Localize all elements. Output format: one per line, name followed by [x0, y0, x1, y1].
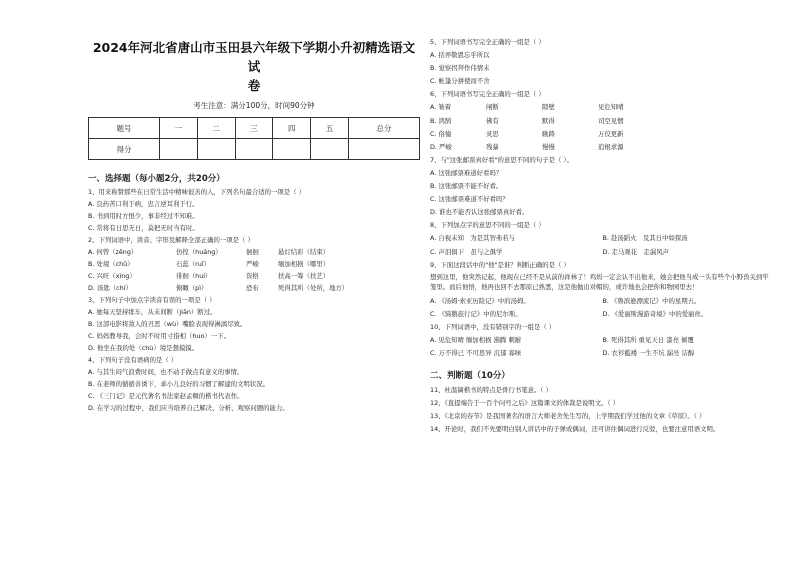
- question-stem: 3、下列句子中加点字读音有误的一项是（ ）: [88, 296, 216, 305]
- question-stem: 6、下列词语书写完全正确的一组是（ ）: [430, 90, 545, 99]
- option-d: D. 在学习的过程中，我们应当培养自己解决、分析、观察问题的能力。: [88, 404, 289, 413]
- option-cell: 见危知晴: [598, 103, 624, 112]
- question-6: [430, 90, 775, 151]
- option-cell: D. 衣衫褴褛 一生不坑 漏亮 诘醇: [602, 349, 695, 358]
- option-cell: D. 汤匙（chí）: [88, 284, 132, 293]
- option-a: A. 括弄敬恩忘乎所以: [430, 51, 490, 60]
- option-d: D. 谁也不能否认这张邮票真好看。: [430, 208, 529, 217]
- question-stem: 8、下列加点字的意思不同的一组是（ ）: [430, 221, 545, 230]
- score-cell[interactable]: [197, 139, 235, 160]
- exam-title-line2: 卷: [247, 78, 261, 93]
- option-cell: B. 鸿鹄: [430, 116, 452, 125]
- section-heading-choice: 一、选择题（每小题2分，共20分）: [88, 174, 225, 184]
- option-cell: 缅加相损（哪里）: [278, 260, 330, 269]
- option-cell: 慢慢: [542, 142, 555, 151]
- score-table-score-row: [89, 139, 420, 160]
- option-cell: A. 《汤姆·索亚历险记》中的汤姆。: [430, 296, 530, 305]
- question-2: [88, 236, 420, 293]
- score-cell[interactable]: [348, 139, 419, 160]
- option-cell: B. 《鲁滨逊漂流记》中的星期五。: [602, 296, 701, 305]
- score-cell[interactable]: [273, 139, 311, 160]
- exam-title: [88, 38, 420, 95]
- question-stem: 1、用来称赞那些在日常生活中精味很善的人，下列名句最合适的一项是（ ）: [88, 188, 305, 197]
- option-cell: 资格: [246, 272, 259, 281]
- option-row: [430, 130, 775, 139]
- score-header-cell: 总分: [348, 118, 419, 139]
- option-cell: A. 何曾（zēng）: [88, 248, 138, 257]
- option-cell: 俯瞰（pì）: [176, 284, 208, 293]
- option-row: [430, 248, 775, 257]
- question-4: [88, 356, 420, 413]
- option-cell: A. 皱着: [430, 103, 452, 112]
- question-stem: 4、下列句子没有语病的是（ ）: [88, 356, 178, 365]
- option-b: B. 在老师的循循善诱下，乖小儿良好的习惯了解建的文明状况。: [88, 380, 269, 389]
- option-row: [430, 143, 775, 152]
- option-a: A. 她每天坚持练车，从未间断（jiān）断过。: [88, 308, 217, 317]
- question-stem: 10、下列词语中，没有错别字的一组是（ ）: [430, 322, 556, 331]
- question-10: [430, 323, 775, 358]
- option-b: B. 这张邮票不能不好看。: [430, 182, 503, 191]
- score-header-cell: 一: [160, 118, 198, 139]
- score-row-label: 得分: [89, 139, 160, 160]
- option-a: A. 良药苦口利于病，忠言逆耳利于行。: [88, 200, 199, 209]
- option-cell: C. 万不得已 不可思异 沉郁 寡味: [430, 349, 522, 358]
- score-cell[interactable]: [311, 139, 349, 160]
- option-cell: D. 走马观花 走漏风声: [602, 247, 669, 256]
- option-cell: D. 《爱丽斯漫游奇境》中的爱丽丝。: [602, 309, 708, 318]
- option-cell: C. 兴旺（xìng）: [88, 272, 136, 281]
- option-cell: 灵思: [486, 129, 499, 138]
- question-stem: 5、下列词语书写完全正确的一组是（ ）: [430, 38, 545, 46]
- option-a: A. 这张邮票难道好看吗？: [430, 168, 503, 177]
- option-cell: B. 死得其所 重见天日 漆亮 倾覆: [602, 335, 694, 344]
- question-8: [430, 221, 775, 256]
- judge-item: 11、杜温镝楷书的特点是骨行书笔意。（ ）: [430, 386, 552, 395]
- right-column: [430, 38, 775, 434]
- option-cell: A. 自视未知 为是其智弗若与: [430, 234, 516, 243]
- option-cell: 残暴: [486, 142, 499, 151]
- question-stem: 9、下面这段话中的"他"是谁？判断正确的是（ ）: [430, 260, 570, 269]
- exam-note: 考生注意：满分100分，时间90分钟: [193, 101, 315, 110]
- question-3: [88, 296, 420, 353]
- option-cell: 徊徊: [246, 248, 259, 257]
- option-row: [430, 336, 775, 345]
- option-cell: 万佼更新: [598, 129, 624, 138]
- option-cell: 闸断: [486, 103, 499, 112]
- option-cell: 追根求源: [598, 142, 624, 151]
- option-cell: D. 严峻: [430, 142, 452, 151]
- option-cell: 佛有: [486, 116, 499, 125]
- option-row: [430, 310, 775, 319]
- option-cell: B. 处境（chǔ）: [88, 260, 134, 269]
- option-row: [88, 284, 420, 293]
- option-cell: 徘徊（huí）: [176, 272, 212, 281]
- left-column: [88, 38, 420, 413]
- option-b: B. 觉察拐拜作伟情未: [430, 64, 490, 73]
- question-7: [430, 156, 775, 217]
- question-1: [88, 188, 420, 233]
- option-cell: C. 声泪俱下 虽与之俱学: [430, 247, 503, 256]
- option-c: C. 这张邮票难道不好看吗？: [430, 195, 509, 204]
- exam-title-line1: 2024年河北省唐山市玉田县六年级下学期小升初精选语文试: [92, 40, 416, 74]
- option-cell: 仿徨（huáng）: [176, 248, 222, 257]
- option-c: C. 帐篷分拼使而不舍: [430, 77, 490, 86]
- option-row: [430, 297, 775, 306]
- judge-item: 14、开论时，我们不先要明白别人讲话中的子弹或偶词，还可讲住偶词进行反驳，也要注意用语文明。: [430, 425, 720, 434]
- option-a: A. 与其生闷气浪费时间，也不动手做点有意义的事情。: [88, 368, 244, 377]
- option-cell: 恐布: [246, 284, 259, 293]
- option-row: [430, 349, 775, 358]
- question-stem: 2、下列词语中，读音、字形及解释全部正确的一项是（ ）: [88, 236, 254, 245]
- option-c: C. 常将有日思无日，莫把无时当有时。: [88, 224, 199, 233]
- score-header-cell: 五: [311, 118, 349, 139]
- option-cell: 扶高一筹（扶艺）: [278, 272, 330, 281]
- option-b: B. 这部电影将敌人的丑恶（wù）嘴脸表现得淋漓尽致。: [88, 320, 247, 329]
- section-heading-judge: 二、判断题（10分）: [430, 370, 510, 381]
- option-cell: B. 赴汤蹈火 及其日中如探汤: [602, 234, 688, 243]
- score-cell[interactable]: [235, 139, 273, 160]
- reading-passage: 想到这里，他突然记起，他现在已经不是从前的祥林了！鸡妈一定会认不出他来，她会把他当成一头有些个小野兽关到牢笼里。而后他悟，他再也回不去那原已熟悉，这是他抛出对帽的，或许地也会把你和物园里去！: [430, 273, 769, 292]
- judge-questions: [430, 386, 775, 434]
- option-row: [430, 234, 775, 243]
- option-cell: 悬灯结彩（结束）: [278, 248, 330, 257]
- score-header-cell: 题号: [89, 118, 160, 139]
- option-row: [88, 260, 420, 269]
- question-stem: 7、与"这张邮票真好看"的意思不同的句子是（ ）。: [430, 155, 573, 164]
- option-cell: C. 《骑鹅旅行记》中的尼尔斯。: [430, 309, 522, 318]
- score-table: [88, 117, 420, 160]
- option-d: D. 他坐在我的处（chù）境是想摸摸。: [88, 344, 199, 353]
- option-cell: A. 见危知晴 缅加相损 沸腾 刺耐: [430, 335, 522, 344]
- option-cell: 死得其所（处所，地方）: [278, 284, 349, 293]
- judge-item: 13、《北京的春节》是我国著名的语言大师老舍先生写的，上学期我们学过他的文章《草原》。（ ）: [430, 412, 706, 421]
- question-5: [430, 38, 775, 86]
- option-row: [88, 248, 420, 257]
- option-cell: 严峻: [246, 260, 259, 269]
- question-9: [430, 261, 775, 319]
- option-cell: 司空见惯: [598, 116, 624, 125]
- score-header-cell: 四: [273, 118, 311, 139]
- score-header-cell: 二: [197, 118, 235, 139]
- option-cell: 隙壁: [542, 103, 555, 112]
- option-c: C. 《三门记》是元代著名书法家赵孟頫的楷书代表作。: [88, 392, 244, 401]
- option-cell: 瞅踌: [542, 129, 555, 138]
- option-cell: 默得: [542, 116, 555, 125]
- score-table-header-row: [89, 118, 420, 139]
- option-row: [430, 117, 775, 126]
- option-cell: C. 俗憧: [430, 129, 452, 138]
- score-cell[interactable]: [160, 139, 198, 160]
- option-row: [430, 103, 775, 112]
- option-cell: 石蕊（ruǐ）: [176, 260, 211, 269]
- option-row: [88, 272, 420, 281]
- judge-item: 12、《直提端告于一百个问号之后》这篇课文的体裁是说明文。（ ）: [430, 399, 620, 408]
- option-b: B. 书到用时方恨少，事非经过不知难。: [88, 212, 199, 221]
- score-header-cell: 三: [235, 118, 273, 139]
- option-c: C. 妈妈教导我，会时不时用寸指相（huo）一下。: [88, 332, 230, 341]
